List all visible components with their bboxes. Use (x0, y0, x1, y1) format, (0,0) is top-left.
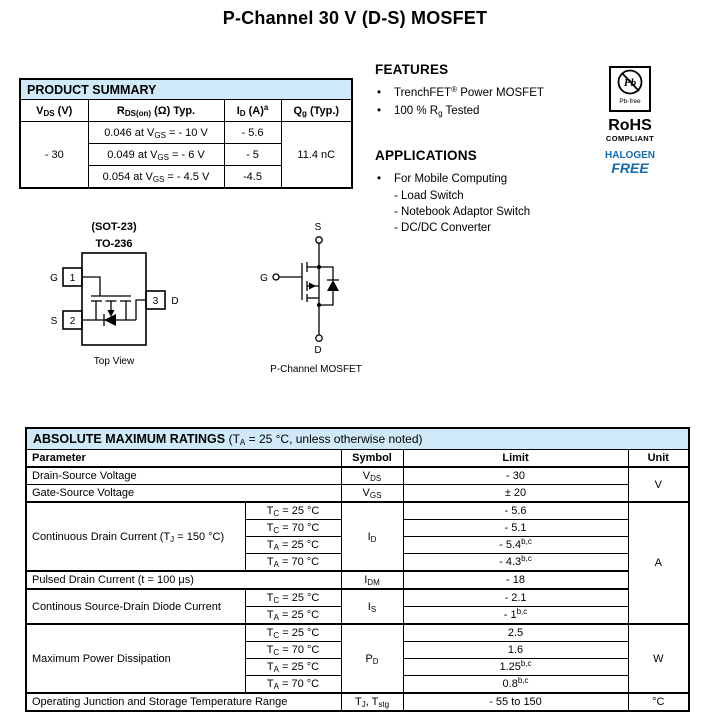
param-cell: Pulsed Drain Current (t = 100 μs) (26, 571, 341, 589)
condition-cell: $T_A = 25$ °C (245, 607, 341, 625)
symbol-cell: $I_D$ (341, 502, 403, 571)
symbol-cell: $V_{DS}$ (341, 467, 403, 485)
symbol-cell: $I_{DM}$ (341, 571, 403, 589)
amr-row-is (26, 589, 689, 607)
colhead-limit: Limit (403, 450, 628, 468)
amr-colhead-row (26, 450, 689, 468)
compliant-label: COMPLIANT (605, 134, 655, 143)
rds-value: 0.046 at $V_{GS}$ = - 10 V (88, 122, 224, 144)
package-name-paren: (SOT-23) (91, 221, 137, 233)
amr-row-pd (26, 624, 689, 642)
application-sub-item: - Notebook Adaptor Switch (394, 206, 531, 218)
col-qg: $Q_g$ (Typ.) (281, 100, 352, 122)
param-cell: Drain-Source Voltage (26, 467, 341, 485)
limit-cell: - 5.6 (403, 502, 628, 520)
features-section (375, 62, 595, 120)
applications-heading: APPLICATIONS (375, 148, 477, 163)
limit-cell: - 4.3$^{b,c}$ (403, 554, 628, 572)
limit-cell: - 1$^{b,c}$ (403, 607, 628, 625)
applications-section (375, 148, 595, 236)
halogen-free-label: FREE (611, 160, 649, 176)
amr-title-text: ABSOLUTE MAXIMUM RATINGS (33, 432, 229, 446)
pin1-number: 1 (69, 273, 76, 284)
qg-value: 11.4 nC (281, 122, 352, 189)
unit-cell: A (628, 502, 689, 624)
product-summary-header-row (20, 79, 352, 100)
compliance-badges (598, 66, 662, 176)
symbol-gate-label: G (260, 273, 268, 284)
symbol-drain-label: D (314, 345, 322, 356)
product-summary-table (19, 78, 353, 189)
product-summary-colhead-row (20, 100, 352, 122)
limit-cell: 1.25$^{b,c}$ (403, 659, 628, 676)
mosfet-symbol-diagram (250, 218, 370, 378)
amr-title-row (26, 428, 689, 450)
amr-row-vds (26, 467, 689, 485)
symbol-cell: $P_D$ (341, 624, 403, 693)
symbol-cell: $I_S$ (341, 589, 403, 624)
amr-title-note: ($T_A = 25$ °C, unless otherwise noted) (228, 432, 423, 447)
condition-cell: $T_A = 25$ °C (245, 659, 341, 676)
id-value: - 5 (224, 144, 281, 166)
col-rdson: $R_{DS(on)}$ (Ω) Typ. (88, 100, 224, 122)
limit-cell: 2.5 (403, 624, 628, 642)
limit-cell: - 2.1 (403, 589, 628, 607)
condition-cell: $T_A = 25$ °C (245, 537, 341, 554)
features-heading: FEATURES (375, 62, 449, 77)
drain-pin-label: D (171, 296, 179, 307)
amr-row-idm (26, 571, 689, 589)
absolute-maximum-ratings-table (25, 427, 690, 712)
halogen-label: HALOGEN (605, 150, 655, 161)
amr-row-vgs (26, 485, 689, 503)
pb-text: Pb (623, 77, 637, 89)
id-value: -4.5 (224, 166, 281, 189)
condition-cell: $T_C = 25$ °C (245, 589, 341, 607)
limit-cell: 1.6 (403, 642, 628, 659)
rohs-label: RoHS (608, 117, 652, 134)
application-sub-item: - Load Switch (394, 190, 464, 202)
gate-pin-label: G (50, 273, 58, 284)
limit-cell: 0.8$^{b,c}$ (403, 676, 628, 694)
symbol-cell: $V_{GS}$ (341, 485, 403, 503)
symbol-source-label: S (314, 222, 322, 233)
param-cell: Operating Junction and Storage Temperature Range (26, 693, 341, 711)
limit-cell: - 55 to 150 (403, 693, 628, 711)
page-title: P-Channel 30 V (D-S) MOSFET (222, 8, 488, 28)
source-pin-label: S (50, 316, 58, 327)
symbol-caption: P-Channel MOSFET (270, 364, 362, 375)
rds-value: 0.049 at $V_{GS}$ = - 6 V (88, 144, 224, 166)
rds-value: 0.054 at $V_{GS}$ = - 4.5 V (88, 166, 224, 189)
unit-cell: V (628, 467, 689, 502)
condition-cell: $T_A = 70$ °C (245, 676, 341, 694)
package-caption: Top View (93, 356, 135, 367)
feature-item: • TrenchFET® Power MOSFET (375, 84, 595, 102)
param-cell: Continous Source-Drain Diode Current (26, 589, 245, 624)
amr-row-id (26, 502, 689, 520)
vds-value: - 30 (20, 122, 88, 189)
param-cell: Gate-Source Voltage (26, 485, 341, 503)
unit-cell: W (628, 624, 689, 693)
unit-cell: °C (628, 693, 689, 711)
pb-free-icon (609, 66, 651, 112)
condition-cell: $T_C = 25$ °C (245, 502, 341, 520)
colhead-symbol: Symbol (341, 450, 403, 468)
feature-item: • 100 % $R_g$ Tested (375, 102, 595, 120)
symbol-cell: $T_J$, $T_{stg}$ (341, 693, 403, 711)
condition-cell: $T_C = 25$ °C (245, 624, 341, 642)
colhead-parameter: Parameter (26, 450, 341, 468)
application-sub-item: - DC/DC Converter (394, 222, 492, 234)
product-summary-title: PRODUCT SUMMARY (20, 79, 352, 100)
limit-cell: - 30 (403, 467, 628, 485)
col-vds: $V_{DS}$ (V) (20, 100, 88, 122)
pin2-number: 2 (69, 316, 76, 327)
colhead-unit: Unit (628, 450, 689, 468)
limit-cell: - 5.4$^{b,c}$ (403, 537, 628, 554)
condition-cell: $T_A = 70$ °C (245, 554, 341, 572)
amr-title (26, 428, 689, 450)
param-cell: Maximum Power Dissipation (26, 624, 245, 693)
pin3-number: 3 (152, 296, 159, 307)
package-name: TO-236 (95, 238, 133, 250)
product-summary-row (20, 122, 352, 144)
internal-mosfet-icon (82, 277, 146, 326)
param-cell: Continuous Drain Current ($T_J = 150$ °C) (26, 502, 245, 571)
application-item: • For Mobile Computing (375, 170, 595, 188)
pb-free-label: Pb-free (619, 98, 641, 105)
limit-cell: - 5.1 (403, 520, 628, 537)
limit-cell: - 18 (403, 571, 628, 589)
id-value: - 5.6 (224, 122, 281, 144)
condition-cell: $T_C = 70$ °C (245, 642, 341, 659)
col-id: $I_D$ $(A)^a$ (224, 100, 281, 122)
limit-cell: ± 20 (403, 485, 628, 503)
package-diagram (40, 218, 190, 370)
condition-cell: $T_C = 70$ °C (245, 520, 341, 537)
package-body (82, 253, 146, 345)
amr-row-tj (26, 693, 689, 711)
